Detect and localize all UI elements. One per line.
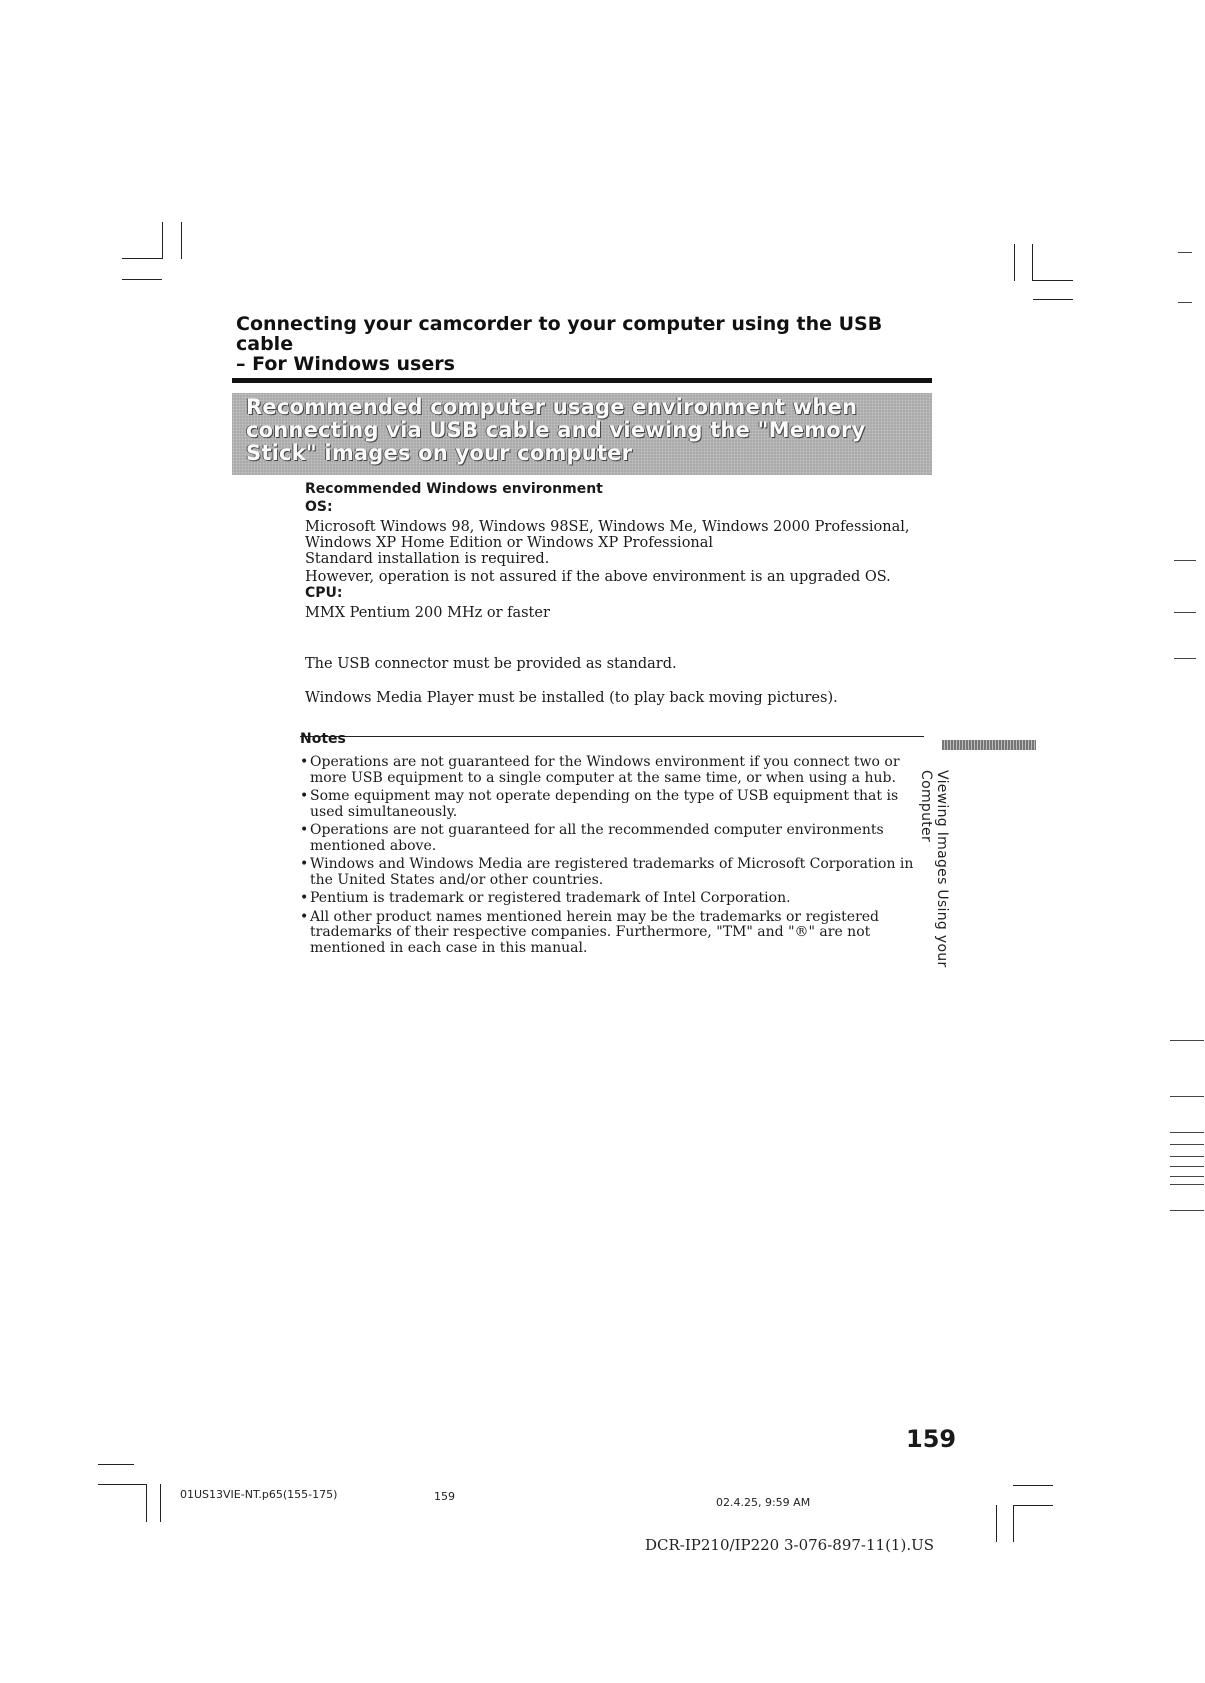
crop-mark	[996, 1505, 997, 1542]
note-item: • All other product names mentioned herein may be the trademarks or registered trademarks of their respective companies. Furthermore, "TM" and "®" are not mentioned in each case in this manual.	[300, 910, 925, 957]
footer-page: 159	[434, 1490, 455, 1503]
upgrade-note: However, operation is not assured if the above environment is an upgraded OS.	[305, 569, 891, 585]
crop-mark	[1013, 1505, 1014, 1542]
footer-timestamp: 02.4.25, 9:59 AM	[716, 1496, 811, 1509]
notes-heading: Notes	[300, 731, 346, 747]
note-item: • Windows and Windows Media are registered trademarks of Microsoft Corporation in the United States and/or other countries.	[300, 857, 925, 888]
crop-mark	[146, 1484, 147, 1522]
page-title-line-2: – For Windows users	[236, 353, 455, 375]
notes-list	[300, 755, 925, 959]
note-item: • Some equipment may not operate depending on the type of USB equipment that is used simultaneously.	[300, 789, 925, 820]
footer-file-name: 01US13VIE-NT.p65(155-175)	[180, 1488, 338, 1501]
usb-note: The USB connector must be provided as standard.	[305, 656, 677, 672]
os-label: OS:	[305, 499, 333, 515]
cpu-label: CPU:	[305, 585, 343, 601]
registration-ticks	[1170, 240, 1204, 1300]
model-number: DCR-IP210/IP220 3-076-897-11(1).US	[645, 1536, 935, 1554]
crop-mark	[1013, 1505, 1053, 1506]
crop-mark	[98, 1464, 134, 1465]
section-banner	[232, 393, 932, 475]
environment-heading: Recommended Windows environment	[305, 481, 603, 497]
crop-mark	[122, 279, 162, 280]
crop-mark	[181, 222, 182, 259]
title-rule	[232, 378, 932, 383]
crop-mark	[162, 222, 163, 259]
os-value-line-1: Microsoft Windows 98, Windows 98SE, Windows Me, Windows 2000 Professional,	[305, 519, 910, 535]
crop-mark	[1032, 244, 1033, 281]
side-section-label: Viewing Images Using your Computer	[918, 770, 950, 968]
crop-mark	[160, 1484, 161, 1522]
wmp-note: Windows Media Player must be installed (to play back moving pictures).	[305, 690, 838, 706]
crop-mark	[1013, 1485, 1053, 1486]
crop-mark	[122, 258, 162, 259]
os-value-line-2: Windows XP Home Edition or Windows XP Professional	[305, 535, 714, 551]
note-item: • Pentium is trademark or registered trademark of Intel Corporation.	[300, 891, 925, 907]
crop-mark	[1033, 299, 1073, 300]
section-tab-marker	[942, 740, 1036, 750]
environment-section	[305, 481, 925, 621]
crop-mark	[1033, 280, 1073, 281]
note-item: • Operations are not guaranteed for all the recommended computer environments mentioned above.	[300, 823, 925, 854]
crop-mark	[98, 1484, 146, 1485]
page-title	[236, 314, 936, 374]
section-heading: Recommended computer usage environment when connecting via USB cable and viewing the "Memory Stick" images on your computer	[246, 395, 866, 465]
install-note: Standard installation is required.	[305, 551, 550, 567]
notes-rule	[300, 736, 924, 737]
crop-mark	[1014, 244, 1015, 281]
note-item: • Operations are not guaranteed for the Windows environment if you connect two or more USB equipment to a single computer at the same time, or when using a hub.	[300, 755, 925, 786]
page-number: 159	[906, 1425, 957, 1453]
page-title-line-1: Connecting your camcorder to your computer using the USB cable	[236, 313, 883, 355]
cpu-value: MMX Pentium 200 MHz or faster	[305, 605, 550, 621]
